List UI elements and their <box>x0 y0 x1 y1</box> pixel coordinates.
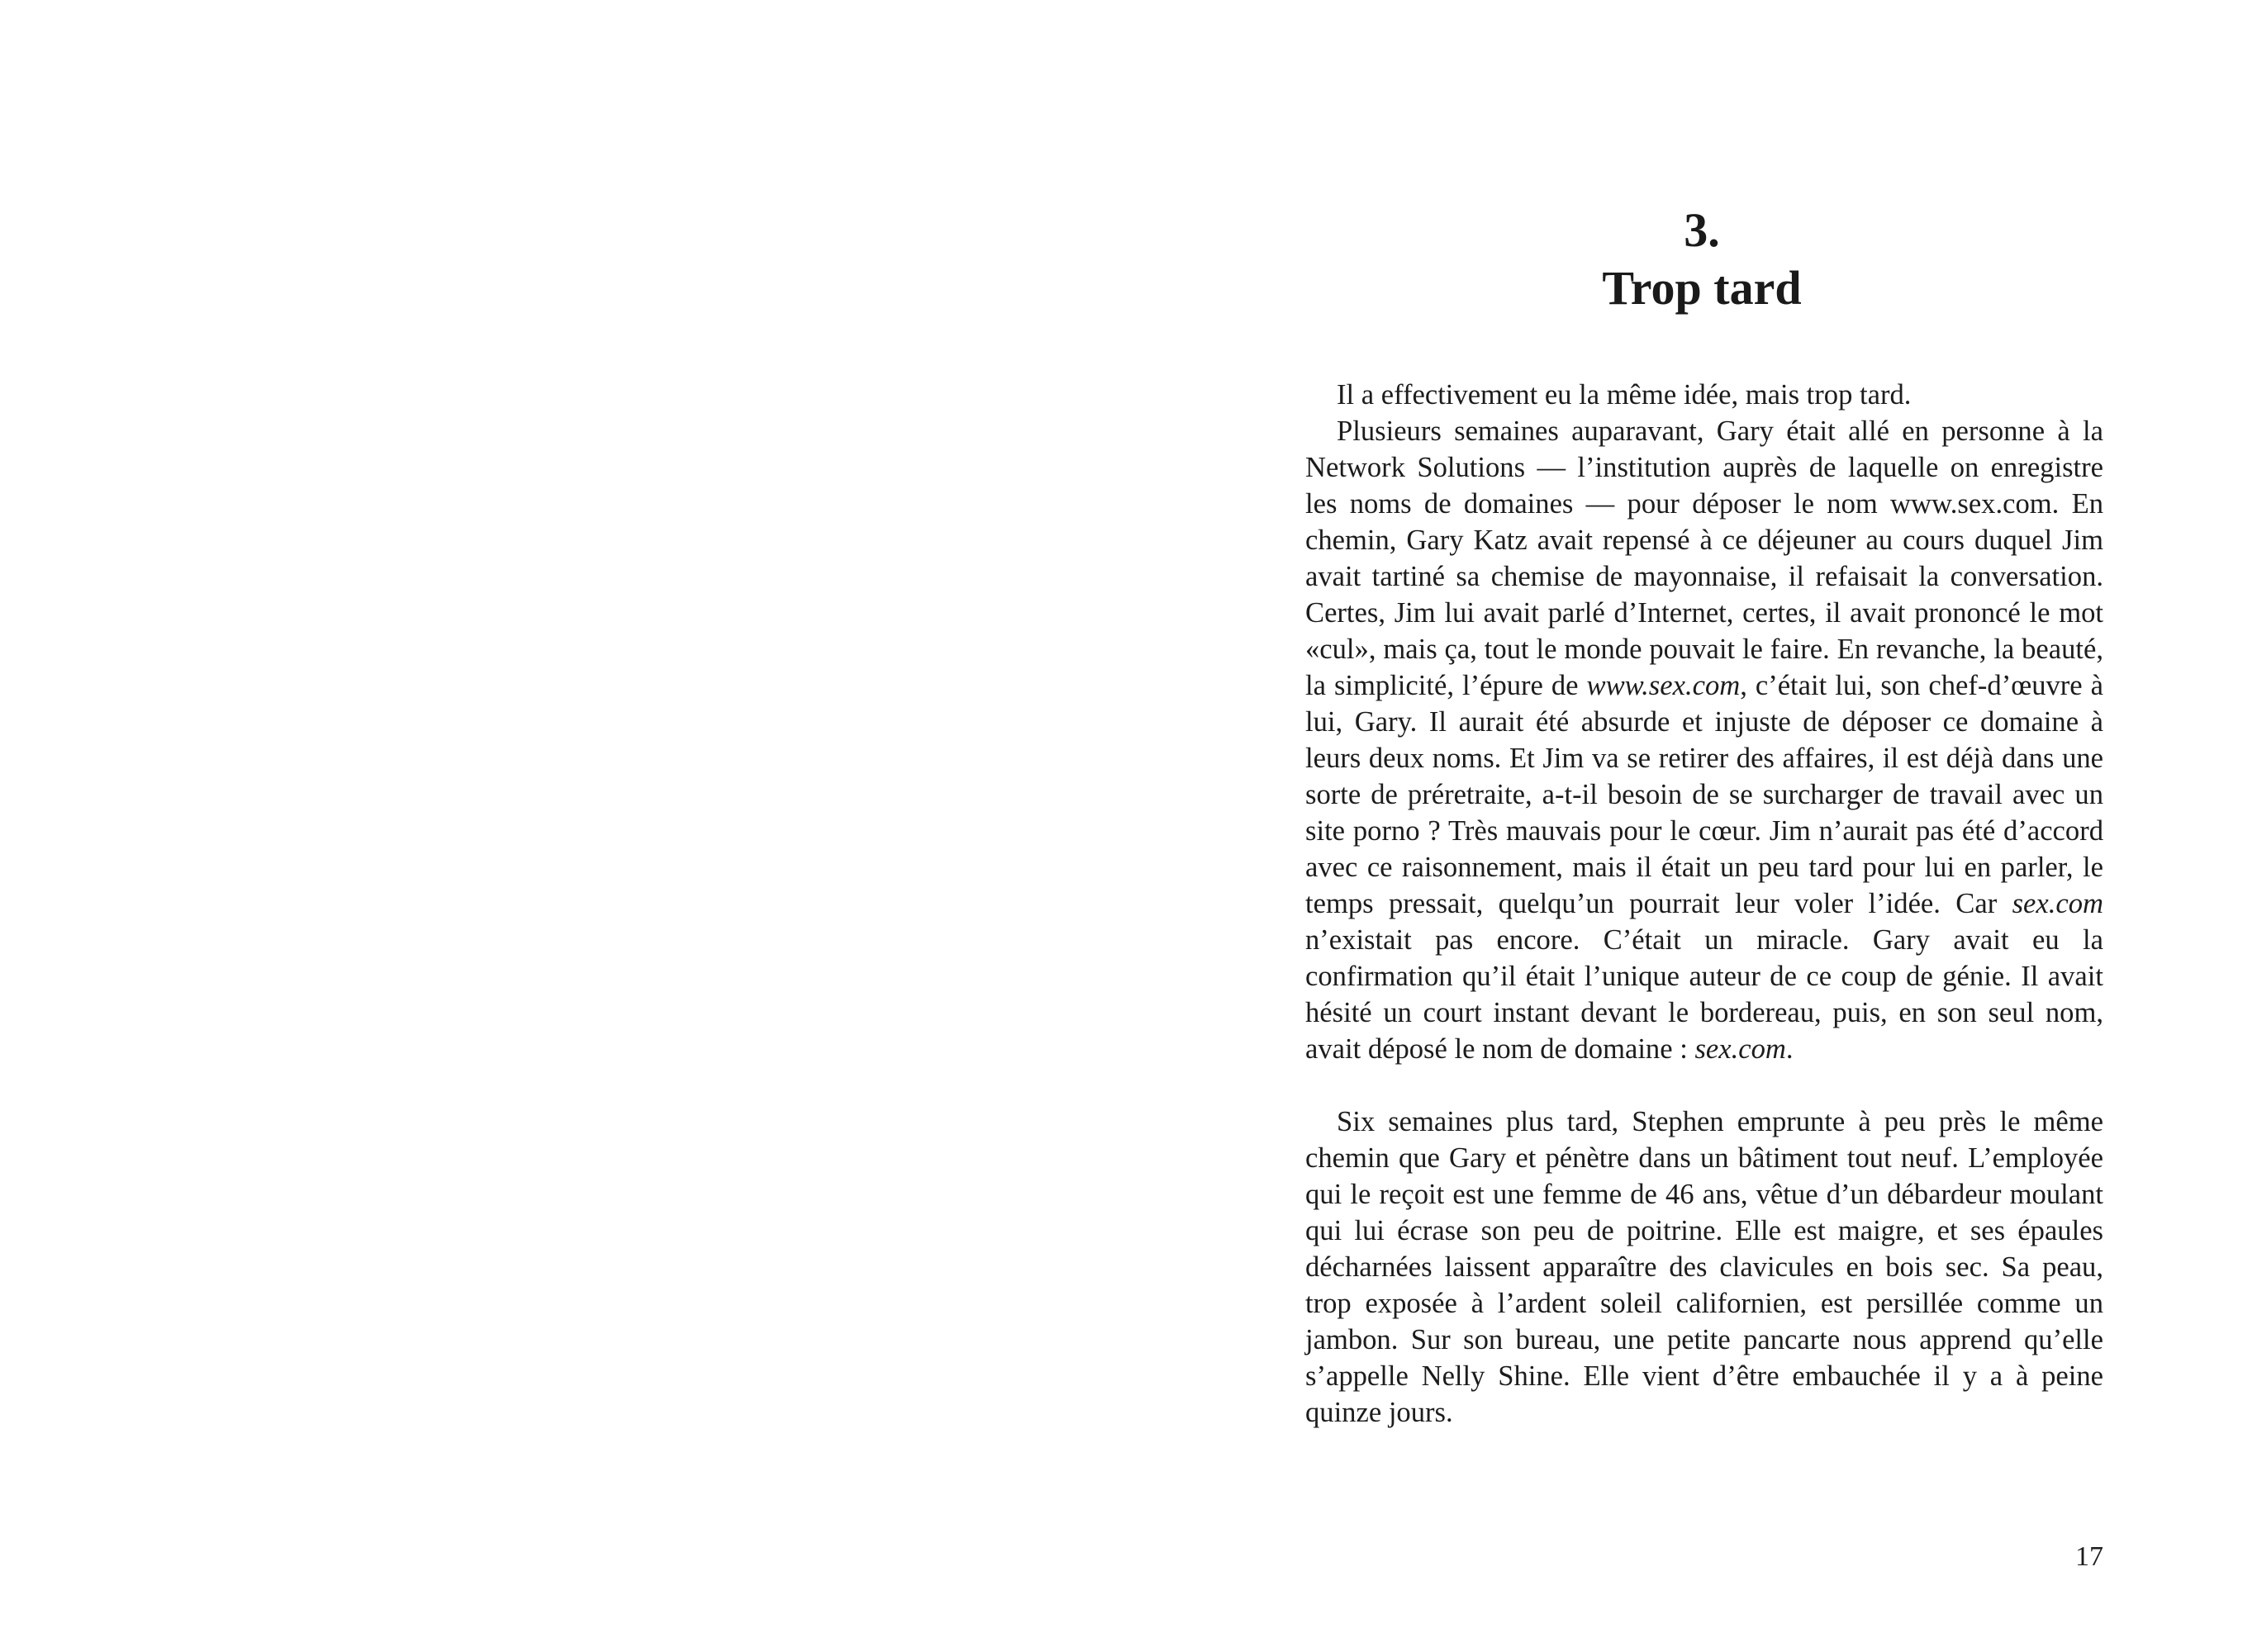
italic-domain-2: sex.com <box>2012 888 2103 919</box>
paragraph-2-text-g: . <box>1785 1033 1794 1065</box>
italic-domain-3: sex.com <box>1694 1033 1786 1065</box>
page-number: 17 <box>2075 1541 2103 1572</box>
paragraph-2-text-c: , c’était lui, son chef-d’œuvre à lui, Gary. Il aurait été absurde et injuste de déposer ce domaine à leurs deux noms. Et Jim va se retirer des affaires, il est déjà dans une sorte de préretraite, a-t-il besoin de se surcharger de travail avec un site porno ? Très mauvais pour le cœur. Jim n’aurait pas été d’accord avec ce raisonnement, mais il était un peu tard pour lui en parler, le temps pressait, quelqu’un pourrait leur voler l’idée. Car <box>1305 670 2103 919</box>
paragraph-3: Six semaines plus tard, Stephen emprunte à peu près le même chemin que Gary et pénètre dans un bâtiment tout neuf. L’employée qui le reçoit est une femme de 46 ans, vêtue d’un débardeur moulant qui lui écrase son peu de poitrine. Elle est maigre, et ses épaules décharnées laissent apparaître des clavicules en bois sec. Sa peau, trop exposée à l’ardent soleil californien, est persillée comme un jambon. Sur son bureau, une petite pancarte nous apprend qu’elle s’appelle Nelly Shine. Elle vient d’être embauchée il y a à peine quinze jours. <box>1305 1106 2103 1428</box>
chapter-title: Trop tard <box>1602 261 1802 315</box>
paragraph-1: Il a effectivement eu la même idée, mais trop tard. <box>1337 379 1912 411</box>
paragraph-2 <box>1305 413 2103 1067</box>
left-page-blank <box>0 0 1128 1652</box>
chapter-number: 3. <box>1684 203 1720 257</box>
paragraph-2-text-e: n’existait pas encore. C’était un miracle. Gary avait eu la confirmation qu’il était l’unique auteur de ce coup de génie. Il avait hésité un court instant devant le bordereau, puis, en son seul nom, avait déposé le nom de domaine : <box>1305 924 2103 1065</box>
italic-domain-1: www.sex.com <box>1586 670 1741 701</box>
chapter-heading <box>1305 202 2098 316</box>
paragraph-2-text-a: Plusieurs semaines auparavant, Gary était allé en personne à la Network Solutions — l’institution auprès de laquelle on enregistre les noms de domaines — pour déposer le nom www.sex.com. En chemin, Gary Katz avait repensé à ce déjeuner au cours duquel Jim avait tartiné sa chemise de mayonnaise, il refaisait la conversation. Certes, Jim lui avait parlé d’Internet, certes, il avait prononcé le mot «cul», mais ça, tout le monde pouvait le faire. En revanche, la beauté, la simplicité, l’épure de <box>1305 415 2103 701</box>
chapter-body <box>1305 377 2103 1431</box>
